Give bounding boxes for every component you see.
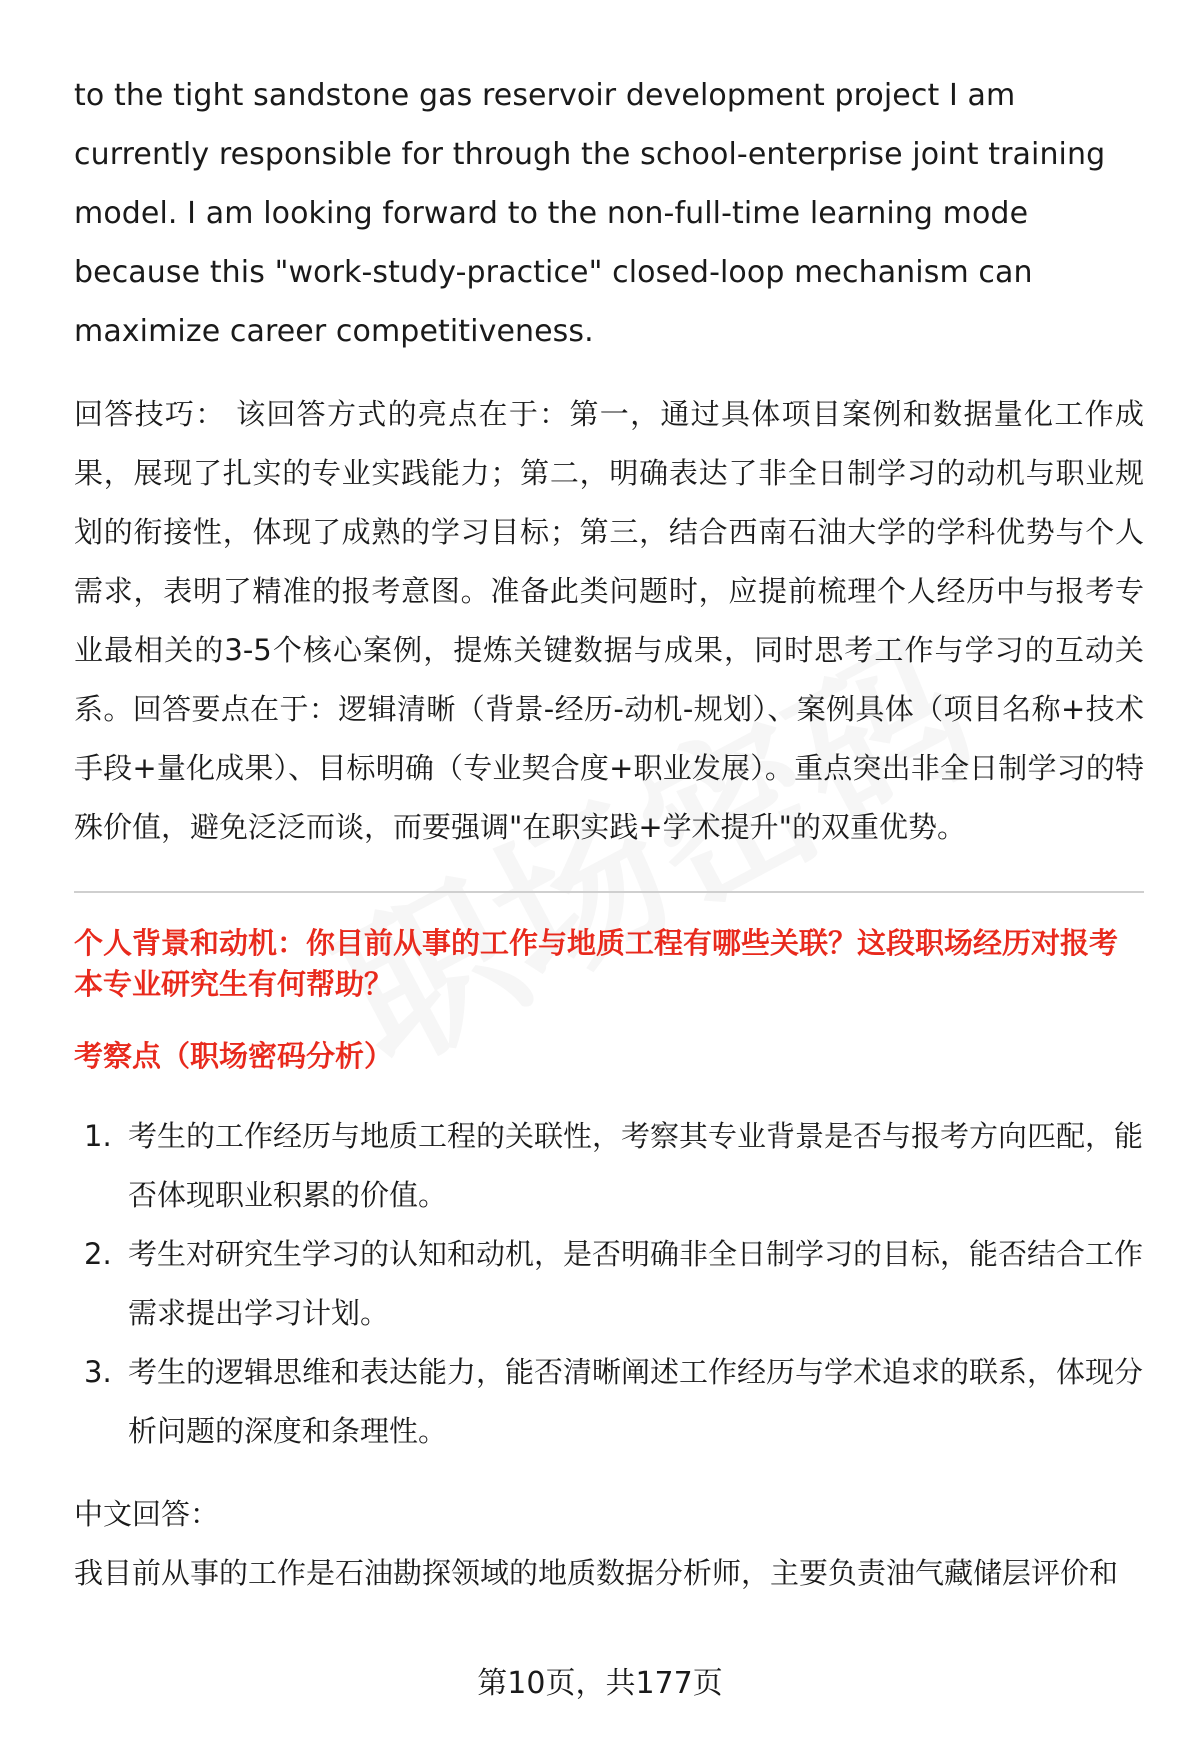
- question-title: 个人背景和动机：你目前从事的工作与地质工程有哪些关联？这段职场经历对报考本专业研究生有何帮助？: [74, 926, 1119, 1001]
- answer-tips-paragraph: 回答技巧： 该回答方式的亮点在于：第一，通过具体项目案例和数据量化工作成果，展现了扎实的专业实践能力；第二，明确表达了非全日制学习的动机与职业规划的衔接性，体现了成熟的学习目标；第三，结合西南石油大学的学科优势与个人需求，表明了精准的报考意图。准备此类问题时，应提前梳理个人经历中与报考专业最相关的3-5个核心案例，提炼关键数据与成果，同时思考工作与学习的互动关系。回答要点在于：逻辑清晰（背景-经历-动机-规划）、案例具体（项目名称+技术手段+量化成果）、目标明确（专业契合度+职业发展）。重点突出非全日制学习的特殊价值，避免泛泛而谈，而要强调"在职实践+学术提升"的双重优势。: [74, 397, 1144, 844]
- page-number: 第10页，共177页: [477, 1666, 723, 1701]
- list-item: [74, 1225, 1144, 1343]
- section-divider: [74, 891, 1144, 893]
- answer-label: 中文回答：: [74, 1497, 220, 1531]
- answer-text: 我目前从事的工作是石油勘探领域的地质数据分析师，主要负责油气藏储层评价和: [74, 1556, 1119, 1590]
- page-content: [74, 66, 1144, 1603]
- list-item: [74, 1107, 1144, 1225]
- list-item: [74, 1343, 1144, 1461]
- exam-points-heading: 考察点（职场密码分析）: [74, 1039, 394, 1073]
- list-item-text: 考生的逻辑思维和表达能力，能否清晰阐述工作经历与学术追求的联系，体现分析问题的深度和条理性。: [128, 1355, 1144, 1448]
- continued-paragraph: to the tight sandstone gas reservoir development project I am currently responsible for through the school-enterprise joint training model. I am looking forward to the non-full-time learning mode because this "work-study-practice" closed-loop mechanism can maximize career competitiveness.: [74, 78, 1106, 349]
- exam-points-list: [74, 1107, 1144, 1461]
- list-item-text: 考生对研究生学习的认知和动机，是否明确非全日制学习的目标，能否结合工作需求提出学习计划。: [128, 1237, 1144, 1330]
- list-item-text: 考生的工作经历与地质工程的关联性，考察其专业背景是否与报考方向匹配，能否体现职业积累的价值。: [128, 1119, 1144, 1212]
- list-item-number: 1.: [84, 1119, 112, 1153]
- list-item-number: 3.: [84, 1355, 112, 1389]
- list-item-number: 2.: [84, 1237, 112, 1271]
